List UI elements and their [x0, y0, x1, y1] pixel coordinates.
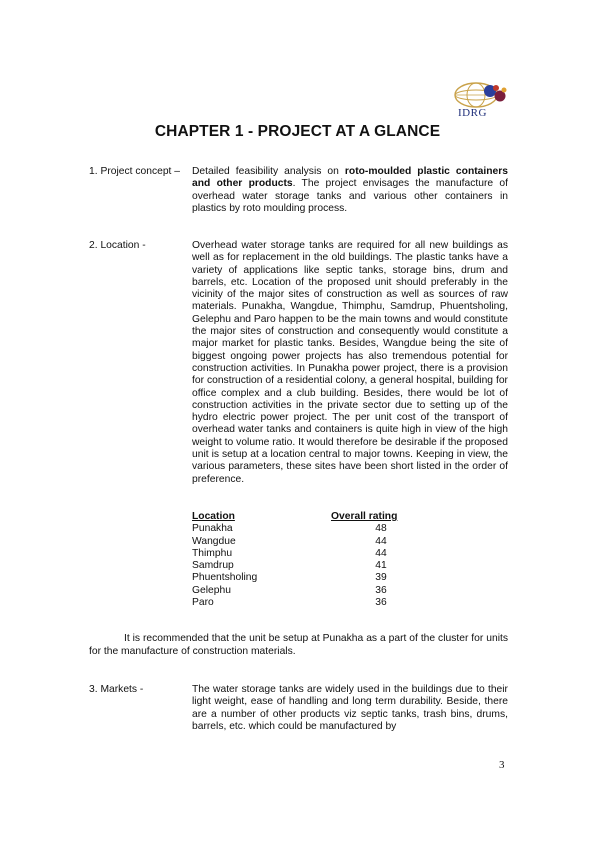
rating-cell: 44	[375, 547, 387, 559]
concept-paragraph	[192, 166, 508, 215]
location-cell: Wangdue	[192, 535, 236, 547]
location-paragraph: Overhead water storage tanks are required for all new buildings as well as for replacement in the old buildings. The plastic tanks have a variety of applications like septic tanks, storage bins, drum and barrels, etc. Location of the proposed unit should preferably in the vicinity of the major sites of construction as well as sources of raw materials. Punakha, Wangdue, Thimphu, Samdrup, Phuentsholing, Gelephu and Paro happen to be the main towns and would constitute the major sites of construction and consequently would constitute a major market for plastic tanks. Besides, Wangdue being the site of biggest ongoing power projects has also tremendous potential for construction activities. In Punakha power project, there is a provision for construction of a residential colony, a general hospital, building for office complex and a club building. Besides, there would be lot of construction activities in the private sector due to setting up of the hydro electric power project. The per unit cost of the transport of overhead water tanks and containers is quite high in view of the high weight to volume ratio. It would therefore be desirable if the proposed unit is setup at a location central to major towns. Keeping in view, the various parameters, these sites have been short listed in the order of preference.	[192, 240, 508, 485]
rating-cell: 36	[375, 584, 387, 596]
page-number: 3	[499, 759, 505, 771]
markets-label: 3. Markets -	[89, 684, 144, 695]
chapter-title: CHAPTER 1 - PROJECT AT A GLANCE	[154, 123, 441, 140]
rating-cell: 36	[375, 597, 387, 609]
location-cell: Thimphu	[192, 547, 233, 559]
table-row	[192, 536, 431, 548]
table-row	[192, 572, 431, 584]
markets-paragraph: The water storage tanks are widely used in the buildings due to their light weight, ease of handling and long term durability. Beside, there are a number of other products viz septic tanks, trash bins, drums, barrels, etc. which could be manufactured by	[192, 684, 508, 732]
concept-intro: Detailed feasibility analysis on	[192, 166, 345, 177]
concept-bold: roto-moulded plastic containers and other products	[192, 166, 509, 190]
location-cell: Gelephu	[192, 584, 231, 596]
location-label: 2. Location -	[89, 240, 146, 251]
location-cell: Punakha	[192, 523, 233, 535]
logo-text: IDRG	[458, 107, 487, 119]
location-header: Location	[192, 511, 235, 522]
rating-cell: 44	[375, 535, 387, 547]
recommendation-paragraph: It is recommended that the unit be setup at Punakha as a part of the cluster for units for the manufacture of construction materials.	[89, 633, 508, 657]
location-cell: Paro	[192, 597, 214, 609]
table-row	[192, 597, 431, 609]
table-row	[192, 523, 431, 535]
rating-header: Overall rating	[331, 511, 398, 522]
rating-cell: 41	[375, 560, 387, 572]
location-cell: Phuentsholing	[192, 572, 258, 584]
concept-rest: . The project envisages the manufacture of overhead water storage tanks and various other containers in plastics by roto moulding process.	[192, 178, 508, 214]
table-row	[192, 560, 431, 572]
rating-cell: 39	[375, 572, 387, 584]
location-cell: Samdrup	[192, 560, 234, 572]
table-row	[192, 585, 431, 597]
rating-cell: 48	[375, 523, 387, 535]
concept-label: 1. Project concept –	[89, 166, 181, 177]
location-ratings-table	[192, 511, 431, 609]
table-row	[192, 548, 431, 560]
